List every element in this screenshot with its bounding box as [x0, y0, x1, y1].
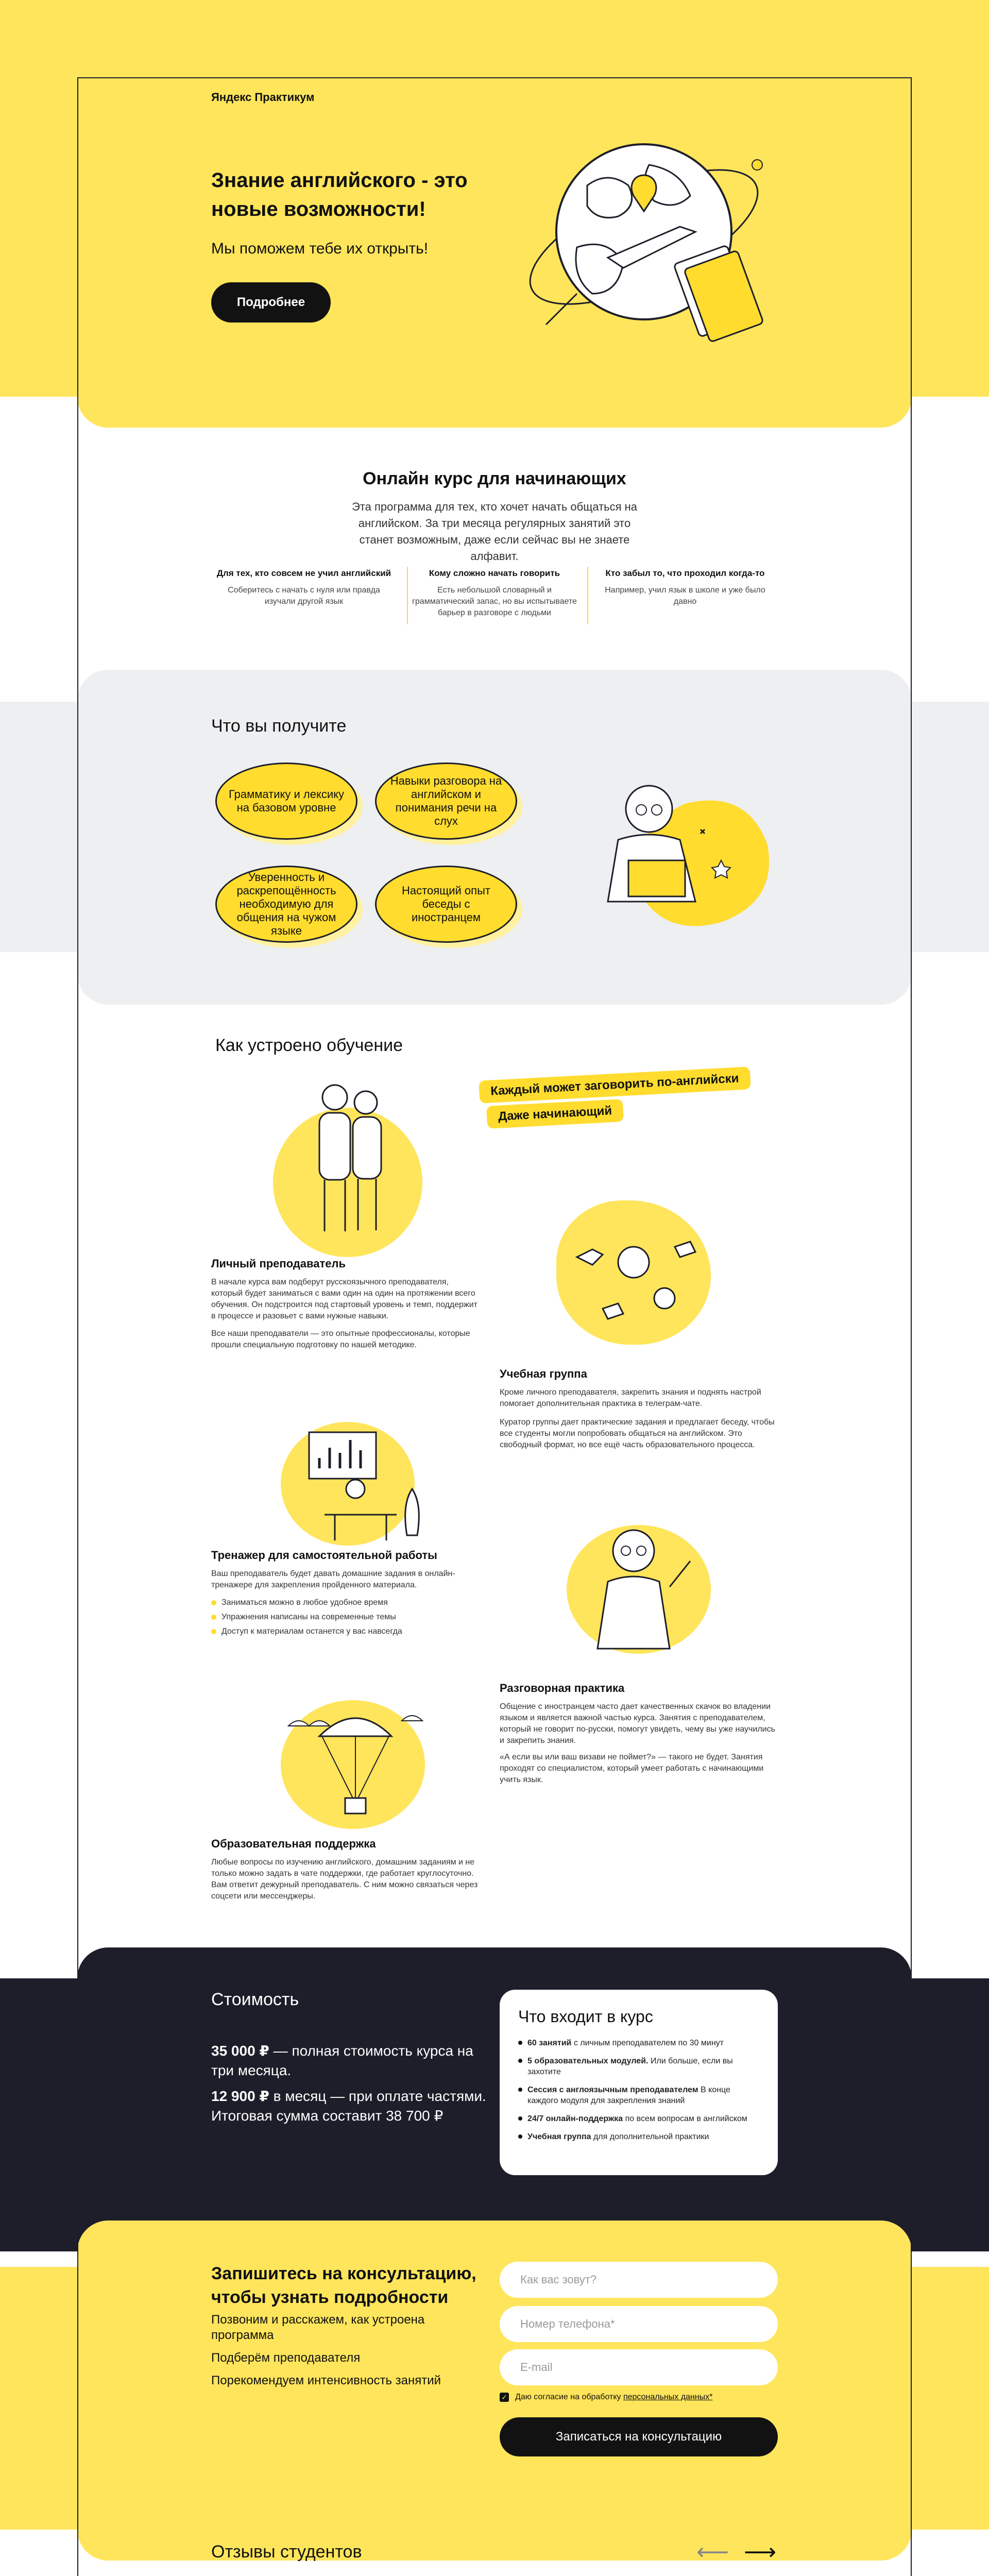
balloon-illustration — [278, 1690, 433, 1829]
hero-subtitle: Мы поможем тебе их открыть! — [211, 240, 429, 257]
audience-text-3: Например, учил язык в школе и уже было давно — [605, 586, 765, 606]
block-text-trainer: Ваш преподаватель будет давать домашние задания в онлайн-тренажере для закрепления пройденного материала. — [211, 1569, 455, 1589]
consult-submit-button[interactable]: Записаться на консультацию — [500, 2417, 778, 2456]
block-text-speaking-1: Общение с иностранцем часто дает качественных скачок во владении языком и является важной частью курса. Занятия с преподавателем, который не говорит по-русски, помогут увидеть, чему вы уже научились и закрепить знания. — [500, 1702, 775, 1745]
arrow-right-icon[interactable]: ⟶ — [744, 2539, 777, 2565]
block-text-teacher-2: Все наши преподаватели — это опытные профессионалы, которые прошли специальную подготовку по нашей методике. — [211, 1329, 470, 1349]
teacher-illustration — [288, 1077, 412, 1242]
divider — [587, 567, 588, 624]
price-monthly: 12 900 ₽ в месяц — при оплате частями. Итоговая сумма составит 38 700 ₽ — [211, 2088, 486, 2124]
list-item: 5 образовательных модулей. Или больше, если вы захотите — [518, 2056, 759, 2077]
price-title: Стоимость — [211, 1990, 299, 2009]
block-title-trainer: Тренажер для самостоятельной работы — [211, 1549, 437, 1562]
benefit-pill-2: Навыки разговора на английском и понимания речи на слух — [375, 762, 517, 840]
list-item: Учебная группа для дополнительной практики — [518, 2131, 759, 2142]
consult-item-1: Позвоним и расскажем, как устроена программа — [211, 2313, 425, 2342]
globe-illustration — [515, 118, 783, 361]
audience-heading-2: Кому сложно начать говорить — [429, 568, 560, 578]
list-item: 60 занятий с личным преподавателем по 30 минут — [518, 2038, 759, 2048]
hero-title: Знание английского - это новые возможности! — [211, 169, 468, 221]
list-item: Доступ к материалам останется у вас навсегда — [211, 1626, 479, 1637]
bullet-icon — [518, 2059, 522, 2063]
consult-item-3: Порекомендуем интенсивность занятий — [211, 2374, 441, 2387]
course-title: Онлайн курс для начинающих — [363, 469, 626, 488]
bullet-icon — [518, 2088, 522, 2092]
trainer-bullet-list — [211, 1597, 479, 1640]
benefit-pill-1: Грамматику и лексику на базовом уровне — [215, 762, 357, 840]
block-text-group-1: Кроме личного преподавателя, закрепить знания и поднять настрой помогает дополнительная практика в телеграм-чате. — [500, 1388, 761, 1408]
course-description: Эта программа для тех, кто хочет начать общаться на английском. За три месяца регулярных занятий это станет возможным, даже если сейчас вы не знаете алфавит. — [351, 500, 638, 563]
block-title-speaking: Разговорная практика — [500, 1682, 625, 1694]
bullet-icon — [211, 1615, 216, 1620]
benefits-title: Что вы получите — [211, 716, 347, 736]
checkbox-checked-icon[interactable]: ✓ — [500, 2393, 509, 2402]
block-text-teacher-1: В начале курса вам подберут русскоязычного преподавателя, который будет заниматься с вами один на один на протяжении всего обучения. Он подстроится под стартовый уровень и темп, поддержит в процессе и разовьет с вами нужные навыки. — [211, 1278, 478, 1320]
benefit-pill-3: Уверенность и раскрепощённость необходимую для общения на чужом языке — [215, 866, 357, 943]
includes-card — [500, 1990, 778, 2175]
name-input[interactable]: Как вас зовут? — [500, 2262, 778, 2298]
phone-input[interactable]: Номер телефона* — [500, 2306, 778, 2342]
trainer-illustration — [278, 1412, 433, 1546]
audience-heading-1: Для тех, кто совсем не учил английский — [216, 568, 391, 578]
more-button[interactable]: Подробнее — [211, 282, 331, 323]
reader-illustration — [556, 768, 788, 943]
consult-title: Запишитесь на консультацию, чтобы узнать подробности — [211, 2264, 476, 2307]
logo[interactable]: Яндекс Практикум — [211, 91, 315, 104]
bullet-icon — [518, 2041, 522, 2045]
block-title-teacher: Личный преподаватель — [211, 1257, 346, 1270]
personal-data-link[interactable]: персональных данных* — [623, 2393, 713, 2401]
audience-text-1: Соберитесь с начать с нуля или правда изучали другой язык — [228, 586, 380, 606]
audience-heading-3: Кто забыл то, что проходил когда-то — [605, 568, 765, 578]
speaker-illustration — [572, 1510, 706, 1659]
tag-everyone: Каждый может заговорить по-английски — [479, 1066, 751, 1104]
list-item: Упражнения написаны на современные темы — [211, 1612, 479, 1623]
list-item: 24/7 онлайн-поддержка по всем вопросам в английском — [518, 2113, 759, 2124]
block-title-group: Учебная группа — [500, 1367, 587, 1380]
tag-beginner: Даже начинающий — [486, 1099, 624, 1129]
list-item: Заниматься можно в любое удобное время — [211, 1597, 479, 1608]
includes-title: Что входит в курс — [518, 2007, 653, 2026]
reviews-title: Отзывы студентов — [211, 2542, 362, 2562]
price-full: 35 000 ₽ — полная стоимость курса на три месяца. — [211, 2043, 473, 2078]
block-title-support: Образовательная поддержка — [211, 1837, 376, 1850]
bullet-icon — [518, 2116, 522, 2121]
block-text-support: Любые вопросы по изучению английского, домашним заданиям и не только можно задать в чате поддержки, где работает круглосуточно. Вам ответит дежурный преподаватель. С ним можно связаться через соцсети или мессенджеры. — [211, 1858, 478, 1901]
arrow-left-icon[interactable]: ⟵ — [696, 2539, 729, 2565]
consent-checkbox[interactable]: ✓ Даю согласие на обработку персональных данных* — [500, 2393, 712, 2402]
bullet-icon — [518, 2134, 522, 2139]
audience-text-2: Есть небольшой словарный и грамматический запас, но вы испытываете барьер в разговоре с людьми — [412, 586, 577, 617]
consult-item-2: Подберём преподавателя — [211, 2351, 361, 2365]
block-text-group-2: Куратор группы дает практические задания и предлагает беседу, чтобы все студенты могли попробовать общаться на английском. Это свободный формат, но все ещё часть образовательного процесса. — [500, 1418, 775, 1449]
bullet-icon — [211, 1629, 216, 1634]
benefit-pill-4: Настоящий опыт беседы с иностранцем — [375, 866, 517, 943]
bullet-icon — [211, 1600, 216, 1605]
list-item: Сессия с англоязычным преподавателем В конце каждого модуля для закрепления знаний — [518, 2084, 759, 2106]
group-illustration — [556, 1200, 711, 1345]
email-input[interactable]: E-mail — [500, 2349, 778, 2385]
learning-title: Как устроено обучение — [215, 1036, 403, 1055]
block-text-speaking-2: «А если вы или ваш визави не поймет?» — такого не будет. Занятия проходят со специалистом, который умеет работать с начинающими учить язык. — [500, 1753, 764, 1784]
